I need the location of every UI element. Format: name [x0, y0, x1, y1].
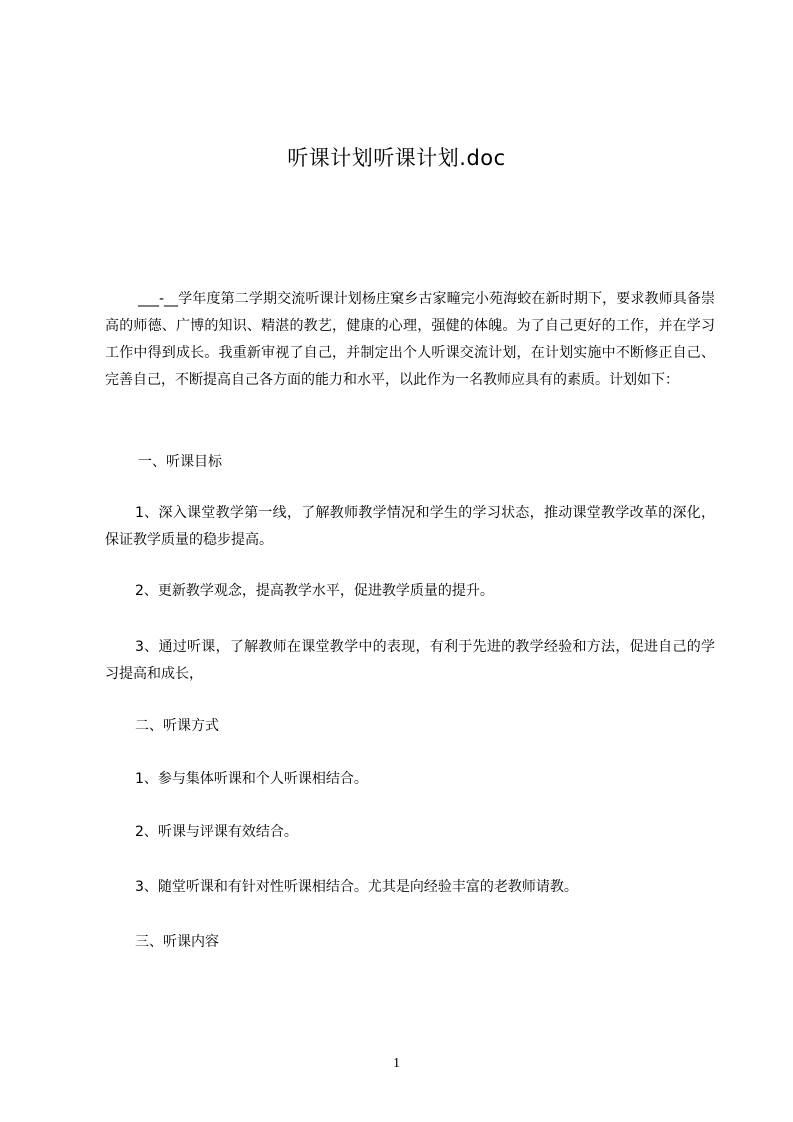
method-item-2: 2、听课与评课有效结合。: [135, 824, 298, 840]
section-heading-methods: 二、听课方式: [135, 718, 219, 734]
method-item-1: 1、参与集体听课和个人听课相结合。: [135, 771, 368, 787]
goal-item-2: 2、更新教学观念，提高教学水平，促进教学质量的提升。: [135, 583, 494, 599]
section-heading-content: 三、听课内容: [135, 934, 219, 950]
goal-item-1: 1、深入课堂教学第一线，了解教师教学情况和学生的学习状态，推动课堂教学改革的深化，保证教学质量的稳步提高。: [105, 505, 715, 548]
intro-paragraph: ___-__学年度第二学期交流听课计划杨庄窠乡古家疃完小苑海蛟在新时期下，要求教师具备崇高的师德、广博的知识、精湛的教艺，健康的心理，强健的体魄。为了自己更好的工作，并在学习工作中得到成长。我重新审视了自己，并制定出个人听课交流计划，在计划实施中不断修正自己、完善自己，不断提高自己各方面的能力和水平，以此作为一名教师应具有的素质。计划如下：: [105, 291, 715, 388]
section-heading-goals: 一、听课目标: [138, 454, 222, 470]
page-number: 1: [393, 1056, 400, 1071]
goal-item-3: 3、通过听课，了解教师在课堂教学中的表现，有利于先进的教学经验和方法，促进自己的学习提高和成长，: [105, 639, 715, 682]
method-item-3: 3、随堂听课和有针对性听课相结合。尤其是向经验丰富的老教师请教。: [135, 879, 578, 895]
document-title: 听课计划听课计划.doc: [287, 146, 506, 170]
